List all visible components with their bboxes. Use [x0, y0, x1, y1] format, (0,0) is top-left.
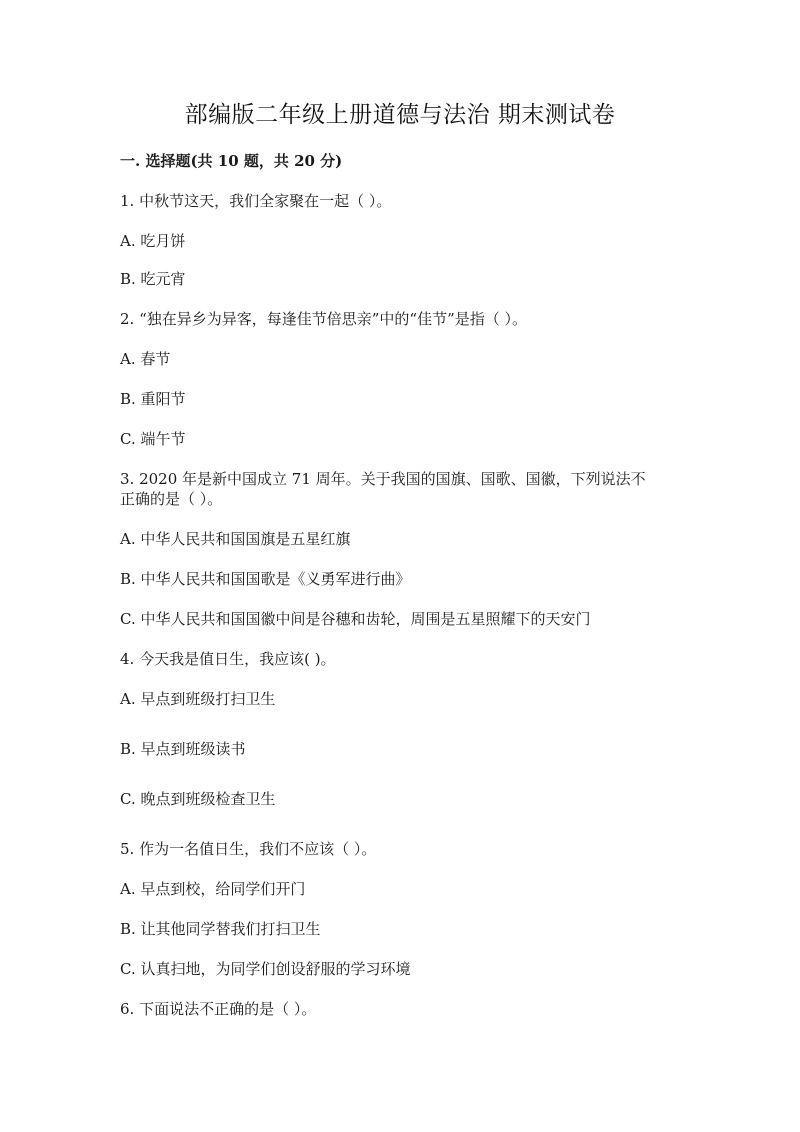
question-2-option-b: B. 重阳节: [120, 390, 186, 408]
question-5-option-c: C. 认真扫地，为同学们创设舒服的学习环境: [120, 960, 411, 978]
question-1-stem: 1. 中秋节这天，我们全家聚在一起（ ）。: [120, 192, 392, 210]
question-4-option-a: A. 早点到班级打扫卫生: [120, 690, 276, 708]
question-1-option-a: A. 吃月饼: [120, 232, 186, 250]
question-3-option-c: C. 中华人民共和国国徽中间是谷穗和齿轮，周围是五星照耀下的天安门: [120, 610, 591, 628]
question-5-option-b: B. 让其他同学替我们打扫卫生: [120, 920, 321, 938]
question-3-option-b: B. 中华人民共和国国歌是《义勇军进行曲》: [120, 570, 411, 588]
question-2-stem: 2. “独在异乡为异客，每逢佳节倍思亲”中的“佳节”是指（ ）。: [120, 310, 528, 328]
question-1-option-b: B. 吃元宵: [120, 270, 186, 288]
question-2-option-a: A. 春节: [120, 350, 171, 368]
page-title: 部编版二年级上册道德与法治 期末测试卷: [184, 102, 616, 128]
question-3-stem-line2: 正确的是（ ）。: [120, 490, 223, 508]
question-3-stem-line1: 3. 2020 年是新中国成立 71 周年。关于我国的国旗、国歌、国徽，下列说法不: [120, 470, 646, 488]
question-5-option-a: A. 早点到校，给同学们开门: [120, 880, 306, 898]
question-3-option-a: A. 中华人民共和国国旗是五星红旗: [120, 530, 351, 548]
question-5-stem: 5. 作为一名值日生，我们不应该（ ）。: [120, 840, 377, 858]
question-6-stem: 6. 下面说法不正确的是（ ）。: [120, 1000, 317, 1018]
question-4-option-c: C. 晚点到班级检查卫生: [120, 790, 276, 808]
question-4-stem: 4. 今天我是值日生，我应该( )。: [120, 650, 336, 668]
question-2-option-c: C. 端午节: [120, 430, 186, 448]
section-heading: 一. 选择题(共 10 题，共 20 分): [120, 152, 343, 170]
question-4-option-b: B. 早点到班级读书: [120, 740, 246, 758]
